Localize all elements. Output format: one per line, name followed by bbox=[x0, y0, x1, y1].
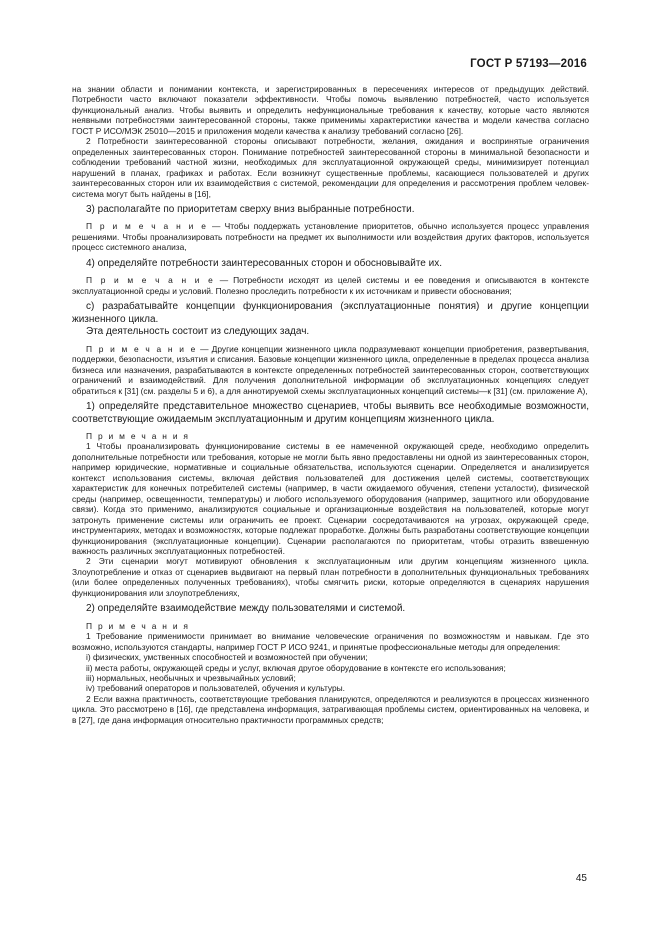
list-item-iv: iv) требований операторов и пользователей, обучения и культуры. bbox=[86, 683, 345, 694]
note-item-4: П р и м е ч а н и е — Потребности исходят из целей системы и ее поведения и описываются в контексте эксплуатационной среды и условий. Полезно проследить потребности к их источникам и привести обоснования; bbox=[72, 275, 589, 296]
note-item-c: П р и м е ч а н и е — Другие концепции жизненного цикла подразумевают концепции приобретения, развертывания, поддержки, безопасности, изъятия и списания. Базовые концепции жизненного цикла, определенные в пределах процесса анализа бизнеса или назначения, разрабатываются в контексте определенных потребностей заинтересованных сторон, соответствующих ограничений и взаимодействий. Для получения дополнительной информации об эксплуатационных концепциях следует обратиться к [31] (см. разделы 5 и 6), а для аннотируемой схемы эксплуатационных концепций системы—к [31] (см. приложение А), bbox=[72, 343, 589, 396]
item-c: с) разрабатывайте концепции функционирования (эксплуатационные понятия) и другие концепции жизненного цикла. bbox=[72, 301, 589, 325]
paragraph-top-note-2: 2 Потребности заинтересованной стороны описывают потребности, желания, ожидания и воспринятые ограничения определенных заинтересованных сторон. Понимание потребностей заинтересованной стороны в минимальной безопасности и соблюдении требований частной жизни, необходимых для эксплуатационной окружающей среды, минимизирует потенциал нарушений в планах, графиках и работах. Если возникнут существенные проблемы, касающиеся пользователей и других заинтересованных сторон или их взаимодействия с системой, рекомендации для определения и рассмотрения проблем человек-система могут быть найдены в [16], bbox=[72, 136, 589, 199]
list-item-iii: iii) нормальных, необычных и чрезвычайных условий; bbox=[86, 673, 296, 684]
note-item-3: П р и м е ч а н и е — Чтобы поддержать установление приоритетов, обычно используется процесс управления решениями. Чтобы проанализировать потребности на предмет их выполнимости или воздействия других факторов, используется процесс системного анализа, bbox=[72, 221, 589, 253]
note-c2-2: 2 Если важна практичность, соответствующие требования планируются, определяются и реализуются в процессах жизненного цикла. Это рассмотрено в [16], где представлена информация, затрагивающая проблемы систем, ориентированных на человека, и в [27], где дана информация относительно практичности программных средств; bbox=[72, 693, 589, 725]
note-label: П р и м е ч а н и е bbox=[86, 275, 215, 286]
note-label: П р и м е ч а н и е bbox=[86, 221, 208, 232]
paragraph-top-continued: на знании области и понимании контекста, и зарегистрированных в пересечениях интересов от предыдущих действий. Потребности часто включают показатели эффективности. Чтобы помочь выявлению потребностей, часто используется функциональный анализ. Чтобы выявить и определить нефункциональные требования к качеству, которые часто являются неявными потребностями заинтересованной стороны, также применимы характеристики качества и модели качества согласно ГОСТ Р ИСО/МЭК 25010—2015 и приложения модели качества к анализу требований согласно [26]. bbox=[72, 84, 589, 136]
note-c2-1: 1 Требование применимости принимает во внимание человеческие ограничения по возможностям и навыкам. Где это возможно, используются стандарты, например ГОСТ Р ИСО 9241, и принятые профессиональные методы для определения: bbox=[72, 631, 589, 652]
activity-text: Эта деятельность состоит из следующих задач. bbox=[86, 326, 310, 338]
note-c1-1: 1 Чтобы проанализировать функционирование системы в ее намеченной окружающей среде, необходимо определить дополнительные потребности или требования, которые не могли быть явно предоставлены ни одной из заинтересованных сторон, например юридические, нормативные и социальные обязательства, используются сценарии. Определяется и анализируется контекст использования системы, включая действия пользователей для достижения целей системы, соответствующих характеристик для конечных потребителей системы (например, в части ожидаемого обучения, степени усталости), физической среды (например, освещенности, температуры) и любого используемого оборудования (например, защитного или оборудование связи). Когда это применимо, анализируются социальные и организационные воздействия на пользователей, которые могут затронуть применение системы или ограничить ее проект. Сценарии сосредотачиваются на угрозах, окружающей среде, инструментариях, методах и возможностях, которые подлежат проработке. Должны быть разработаны соответствующие концепции функционирования (эксплуатационные концепции). Сценарии располагаются по приоритетам, чтобы отразить взвешенную важность различных эксплуатационных потребностей. bbox=[72, 441, 589, 556]
item-c1: 1) определяйте представительное множество сценариев, чтобы выявить все необходимые возможности, соответствующие ожидаемым эксплуатационным и другим концепциям жизненного цикла. bbox=[72, 401, 589, 425]
item-c2: 2) определяйте взаимодействие между пользователями и системой. bbox=[86, 603, 406, 615]
notes-label-c2: П р и м е ч а н и я bbox=[86, 620, 190, 631]
item-3: 3) располагайте по приоритетам сверху вниз выбранные потребности. bbox=[86, 203, 415, 215]
list-item-i: i) физических, умственных способностей и возможностей при обучении; bbox=[86, 652, 368, 663]
item-4: 4) определяйте потребности заинтересованных сторон и обосновывайте их. bbox=[86, 257, 442, 269]
list-item-ii: ii) места работы, окружающей среды и услуг, включая другое оборудование в контексте его использования; bbox=[86, 662, 506, 673]
note-c1-2: 2 Эти сценарии могут мотивируют обновления к эксплуатационным или другим концепциям жизненного цикла. Злоупотребление и отказ от сценариев выдвигают на первый план потребности в дополнительных функциональных требованиях (или более определенных полученных требованиях), чтобы смягчить риски, которые определяются в сценариях нарушения функционирования или злоупотреблениях, bbox=[72, 556, 589, 598]
page-content bbox=[72, 84, 589, 725]
notes-label-c1: П р и м е ч а н и я bbox=[86, 431, 190, 442]
note-label: П р и м е ч а н и е bbox=[86, 343, 198, 354]
document-code: ГОСТ Р 57193—2016 bbox=[470, 58, 587, 70]
page-number: 45 bbox=[575, 873, 587, 884]
